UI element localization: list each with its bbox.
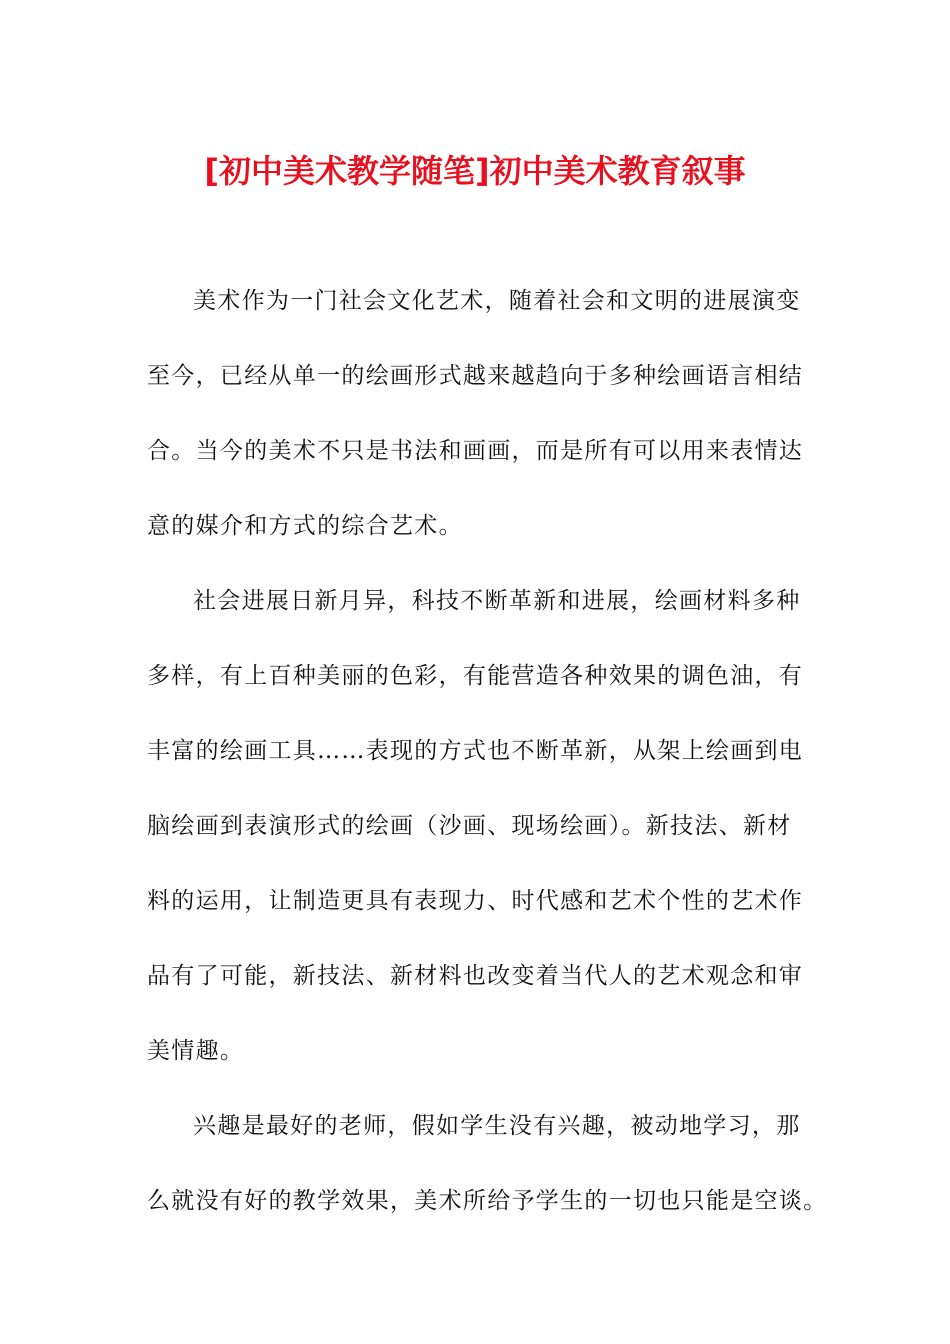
- paragraph-line: 意的媒介和方式的综合艺术。: [147, 513, 463, 539]
- paragraph-line: 社会进展日新月异，科技不断革新和进展，绘画材料多种: [193, 588, 801, 614]
- paragraph-line: 么就没有好的教学效果，美术所给予学生的一切也只能是空谈。: [147, 1188, 828, 1214]
- document-title: [初中美术教学随笔]初中美术教育叙事: [204, 152, 746, 190]
- paragraph-line: 多样，有上百种美丽的色彩，有能营造各种效果的调色油，有: [147, 663, 804, 689]
- paragraph-line: 丰富的绘画工具……表现的方式也不断革新，从架上绘画到电: [147, 738, 804, 764]
- paragraph-line: 脑绘画到表演形式的绘画（沙画、现场绘画）。新技法、新材: [147, 813, 792, 839]
- paragraph-line: 合。当今的美术不只是书法和画画，而是所有可以用来表情达: [147, 438, 804, 464]
- paragraph-line: 料的运用，让制造更具有表现力、时代感和艺术个性的艺术作: [147, 888, 804, 914]
- paragraph-3: [147, 1103, 828, 1253]
- document-body: [147, 278, 828, 1253]
- paragraph-1: [147, 278, 803, 578]
- paragraph-line: 品有了可能，新技法、新材料也改变着当代人的艺术观念和审: [147, 963, 804, 989]
- paragraph-2: [147, 578, 803, 1103]
- paragraph-line: 兴趣是最好的老师，假如学生没有兴趣，被动地学习，那: [193, 1113, 801, 1139]
- paragraph-line: 至今，已经从单一的绘画形式越来越趋向于多种绘画语言相结: [147, 363, 804, 389]
- paragraph-line: 美情趣。: [147, 1038, 245, 1064]
- paragraph-line: 美术作为一门社会文化艺术，随着社会和文明的进展演变: [193, 288, 801, 314]
